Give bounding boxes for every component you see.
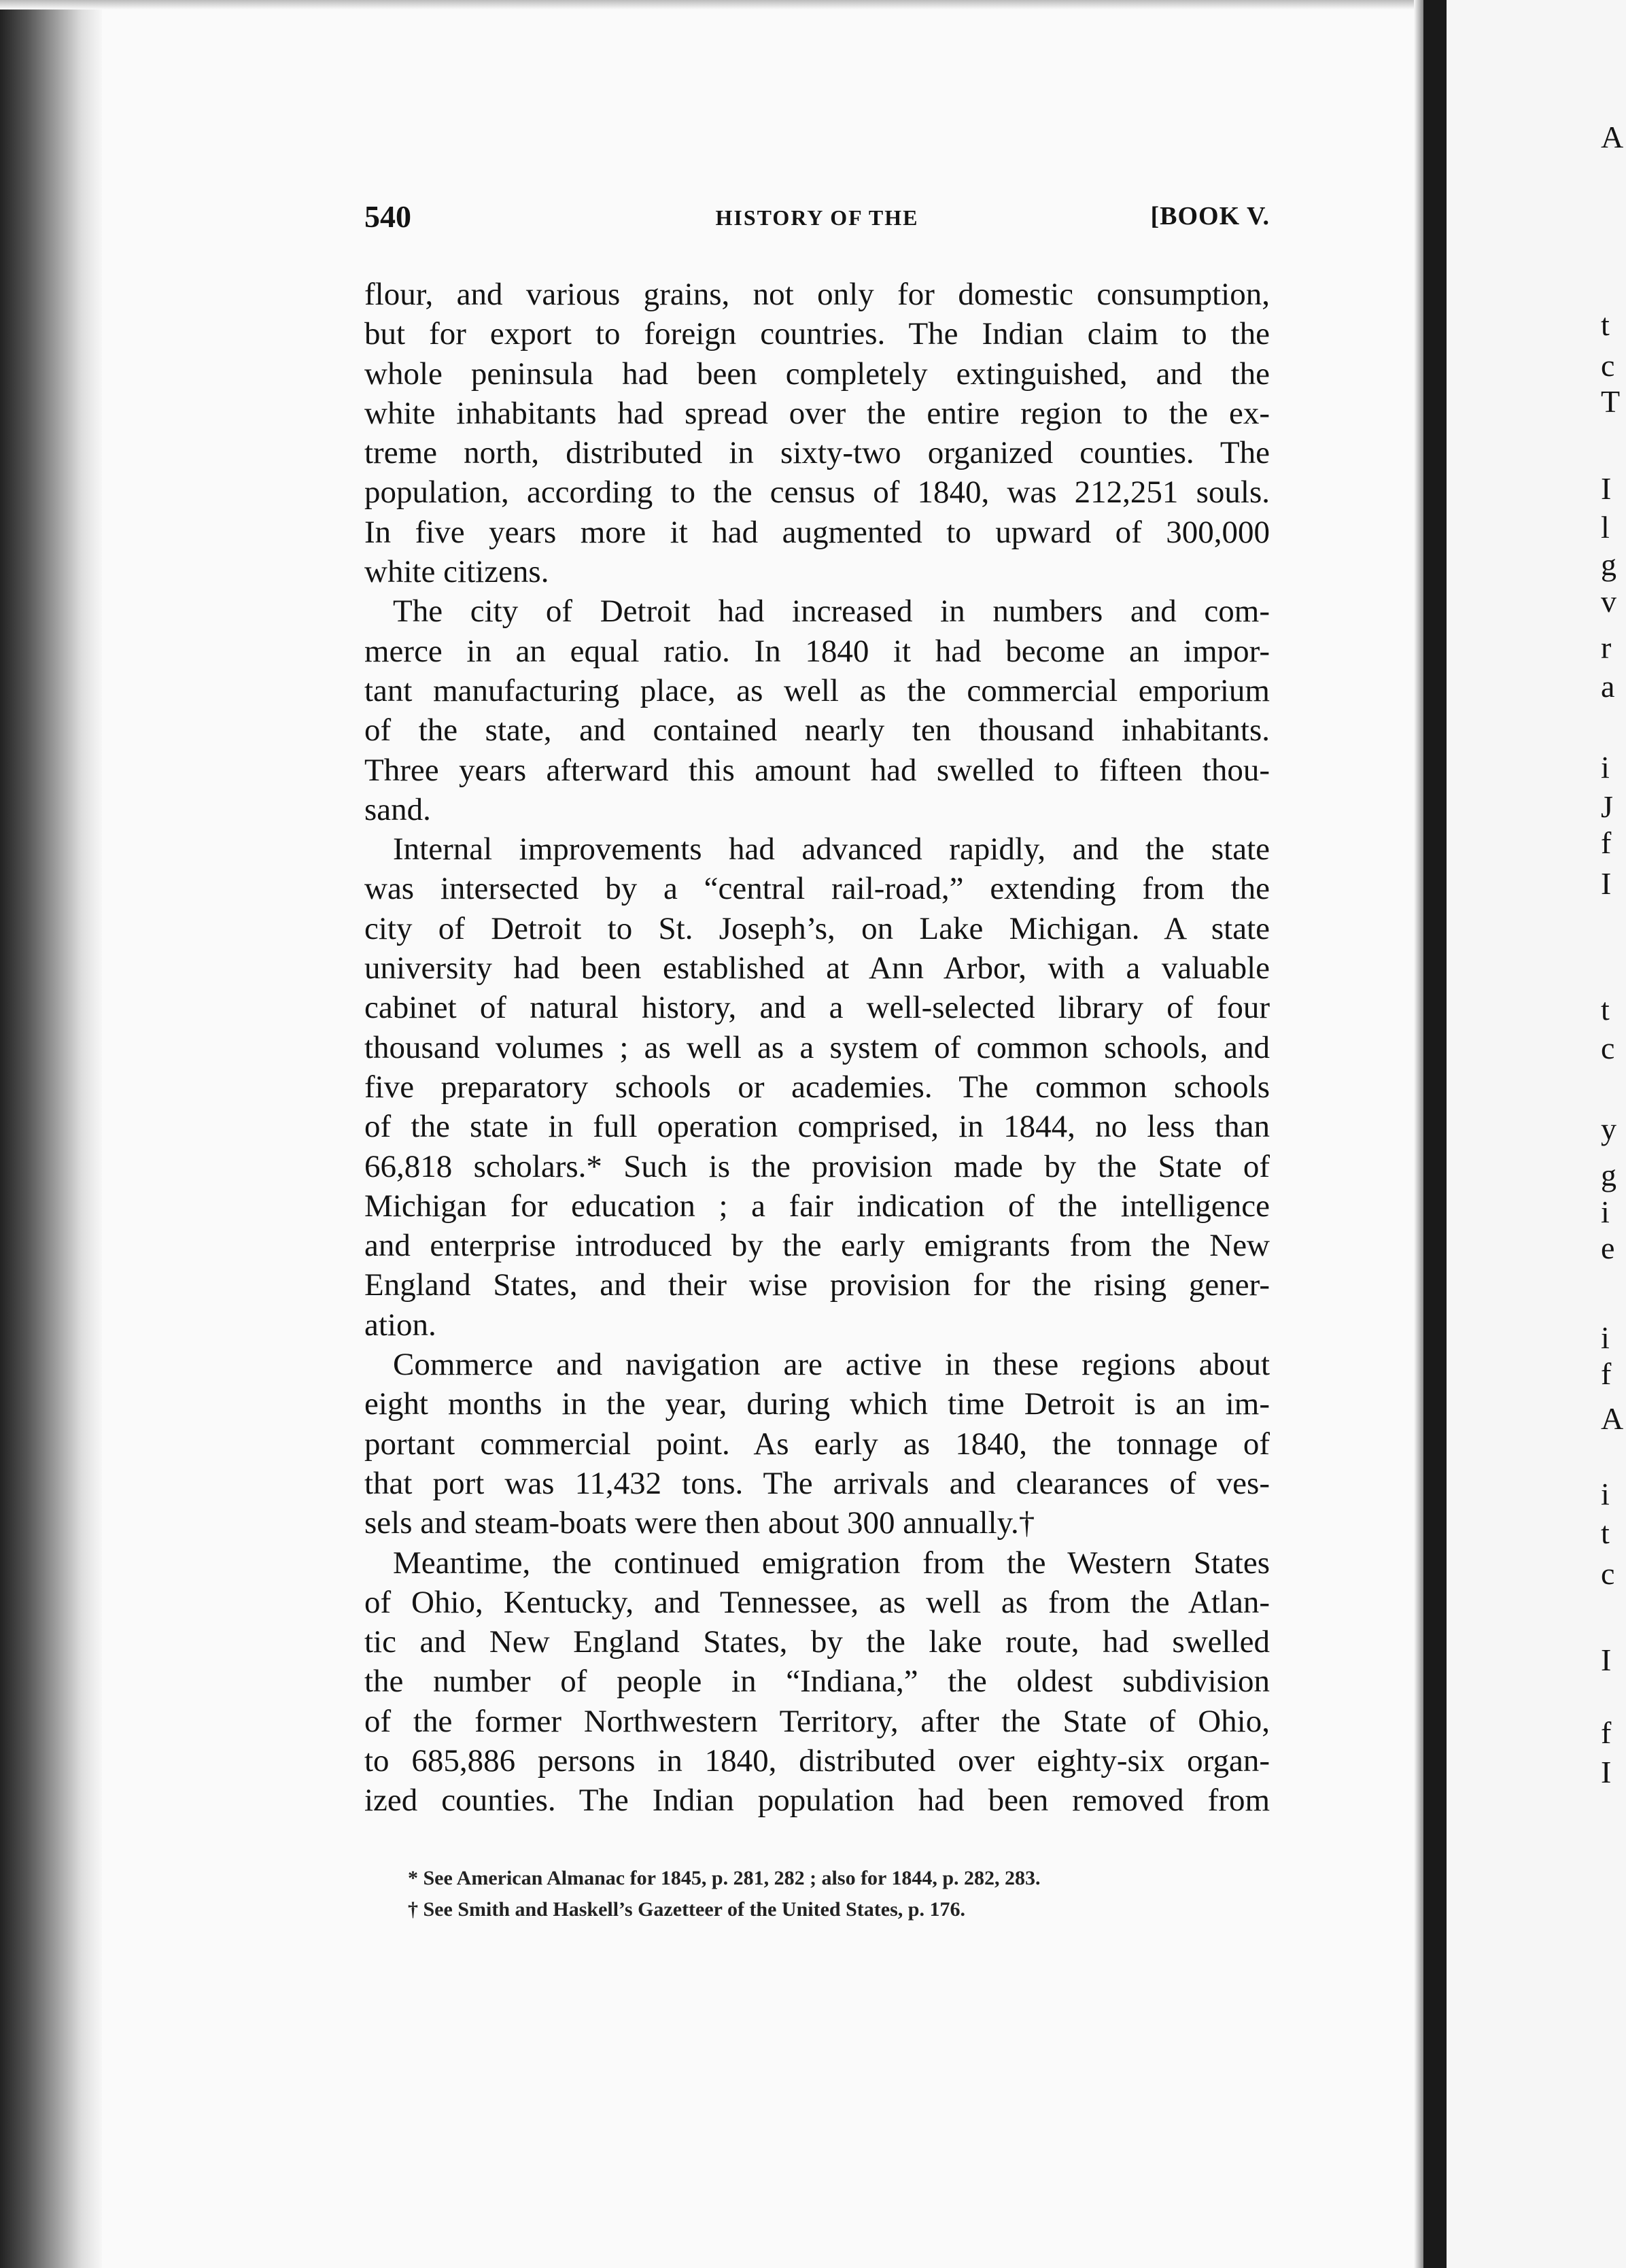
text-line: the number of people in “Indiana,” the oldest subdivision <box>364 1664 1270 1700</box>
text-line: whole peninsula had been completely extinguished, and the <box>364 356 1270 392</box>
text-line: Meantime, the continued emigration from the Western States <box>393 1545 1270 1581</box>
running-title: HISTORY OF THE <box>715 205 919 230</box>
text-line: of the former Northwestern Territory, after the State of Ohio, <box>364 1703 1270 1739</box>
adjacent-page-letter: i <box>1601 1477 1610 1511</box>
text-line: Commerce and navigation are active in these regions about <box>393 1347 1270 1383</box>
adjacent-page-letter: e <box>1601 1231 1615 1265</box>
adjacent-page-letter: I <box>1601 1643 1612 1677</box>
adjacent-page-letter: c <box>1601 348 1615 383</box>
adjacent-page-letter: t <box>1601 992 1610 1027</box>
adjacent-page-letter: y <box>1601 1112 1616 1146</box>
section-label: [BOOK V. <box>1150 202 1270 230</box>
text-line: eight months in the year, during which time Detroit is an im- <box>364 1386 1270 1422</box>
adjacent-page-letter: v <box>1601 584 1616 619</box>
adjacent-page-letter: t <box>1601 307 1610 342</box>
text-line: thousand volumes ; as well as a system of common schools, and <box>364 1029 1270 1065</box>
text-line: tic and New England States, by the lake route, had swelled <box>364 1624 1270 1660</box>
adjacent-page-letter: r <box>1601 630 1612 665</box>
text-line: was intersected by a “central rail-road,” extending from the <box>364 871 1270 907</box>
adjacent-page-letter: i <box>1601 1320 1610 1355</box>
text-line: portant commercial point. As early as 1840, the tonnage of <box>364 1426 1270 1462</box>
text-line: 66,818 scholars.* Such is the provision made by the State of <box>364 1148 1270 1184</box>
text-line: and enterprise introduced by the early emigrants from the New <box>364 1228 1270 1264</box>
adjacent-page-letter: I <box>1601 866 1612 901</box>
text-line: ation. <box>364 1307 436 1343</box>
footnote: * See American Almanac for 1845, p. 281, 282 ; also for 1844, p. 282, 283. <box>408 1867 1041 1889</box>
adjacent-page-letter: c <box>1601 1556 1615 1591</box>
text-line: to 685,886 persons in 1840, distributed over eighty-six organ- <box>364 1742 1270 1779</box>
adjacent-page-letter: i <box>1601 1195 1610 1229</box>
paragraph <box>364 1345 1270 1543</box>
text-line: of the state, and contained nearly ten thousand inhabitants. <box>364 712 1270 749</box>
text-line: ized counties. The Indian population had been removed from <box>364 1783 1270 1819</box>
text-line: England States, and their wise provision for the rising gener- <box>364 1267 1270 1303</box>
text-line: flour, and various grains, not only for domestic consumption, <box>364 277 1270 312</box>
adjacent-page-letter: f <box>1601 1356 1612 1391</box>
adjacent-page-letter: t <box>1601 1515 1610 1550</box>
text-line: of Ohio, Kentucky, and Tennessee, as well as from the Atlan- <box>364 1584 1270 1620</box>
adjacent-page-letter: g <box>1601 1158 1616 1192</box>
paragraph <box>364 591 1270 829</box>
text-line: city of Detroit to St. Joseph’s, on Lake Michigan. A state <box>364 910 1270 946</box>
page-number: 540 <box>364 199 411 234</box>
adjacent-page-letter: J <box>1601 789 1613 824</box>
text-line: but for export to foreign countries. The Indian claim to the <box>364 316 1270 352</box>
paragraph <box>364 829 1270 1345</box>
text-line: that port was 11,432 tons. The arrivals and clearances of ves- <box>364 1465 1270 1501</box>
page-gutter-shadow <box>1414 0 1423 2268</box>
adjacent-page-letter: c <box>1601 1031 1615 1065</box>
adjacent-page-letter: i <box>1601 750 1610 785</box>
text-line: cabinet of natural history, and a well-selected library of four <box>364 990 1270 1026</box>
text-line: In five years more it had augmented to upward of 300,000 <box>364 514 1270 550</box>
adjacent-page-letter: A <box>1601 120 1624 154</box>
text-line: The city of Detroit had increased in numbers and com- <box>393 594 1270 630</box>
paragraph <box>364 1543 1270 1821</box>
text-line: Three years afterward this amount had swelled to fifteen thou- <box>364 752 1270 788</box>
scan-left-edge-shadow <box>0 0 102 2268</box>
footnote: † See Smith and Haskell’s Gazetteer of the United States, p. 176. <box>408 1898 965 1921</box>
text-line: merce in an equal ratio. In 1840 it had become an impor- <box>364 633 1270 669</box>
page-header <box>364 199 1270 239</box>
text-line: white citizens. <box>364 554 549 590</box>
adjacent-page-letter: f <box>1601 825 1612 860</box>
text-line: treme north, distributed in sixty-two organized counties. The <box>364 435 1270 471</box>
book-gutter <box>1423 0 1447 2268</box>
text-line: of the state in full operation comprised, in 1844, no less than <box>364 1109 1270 1145</box>
adjacent-page-letter: I <box>1601 1755 1612 1789</box>
text-line: sand. <box>364 791 431 827</box>
body-text <box>364 275 1270 1821</box>
adjacent-page-letter: T <box>1601 384 1621 419</box>
adjacent-page-edge <box>1447 0 1626 2268</box>
adjacent-page-letter: g <box>1601 547 1616 582</box>
adjacent-page-letter: f <box>1601 1715 1612 1750</box>
adjacent-page-letter: l <box>1601 510 1610 545</box>
text-line: five preparatory schools or academies. The common schools <box>364 1069 1270 1105</box>
adjacent-page-letter: A <box>1601 1401 1624 1436</box>
adjacent-page-letter: I <box>1601 471 1612 506</box>
adjacent-page-letter: a <box>1601 669 1615 704</box>
paragraph <box>364 275 1270 591</box>
text-line: Michigan for education ; a fair indication of the intelligence <box>364 1188 1270 1224</box>
text-line: university had been established at Ann Arbor, with a valuable <box>364 950 1270 986</box>
text-line: population, according to the census of 1840, was 212,251 souls. <box>364 475 1270 511</box>
text-line: tant manufacturing place, as well as the commercial emporium <box>364 672 1270 708</box>
text-line: white inhabitants had spread over the entire region to the ex- <box>364 395 1270 431</box>
text-line: sels and steam-boats were then about 300 annually.† <box>364 1505 1035 1541</box>
scan-top-edge <box>0 0 1626 10</box>
footnotes <box>408 1863 1041 1925</box>
text-line: Internal improvements had advanced rapidly, and the state <box>393 831 1270 867</box>
